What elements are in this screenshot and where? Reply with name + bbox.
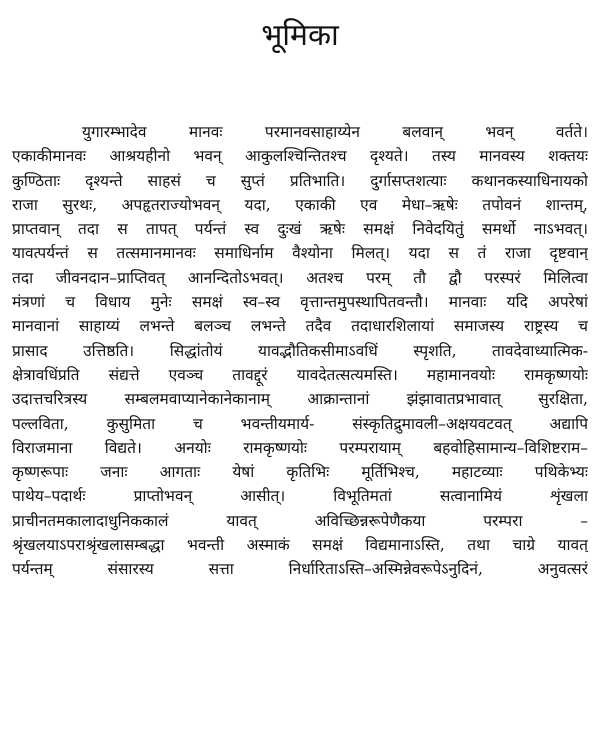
text-line: मानवानां साहाय्यं लभन्ते बलञ्च लभन्ते तदैव तदाधारशिलायां समाजस्य राष्ट्रस्य च [12,317,588,336]
text-line: कुण्ठिताः दृश्यन्ते साहसं च सुप्तं प्रतिभाति। दुर्गासप्तशत्याः कथानकस्याधिनायको [12,171,588,190]
text-line: पल्लविता, कुसुमिता च भवन्तीयमार्य- संस्कृतिद्रुमावली–अक्षयवटवत् अद्यापि [12,414,588,433]
text-line: विराजमाना विद्यते। अनयोः रामकृष्णयोः परम्परायाम् बहवोहिसामान्य–विशिष्टराम– [12,438,588,457]
text-line: क्षेत्रावधिंप्रति संद्यत्ते एवञ्च तावद्दूरं यावदेतत्सत्यमस्ति। महामानवयोः रामकृष्णयोः [12,365,588,384]
body-paragraph [12,120,588,582]
text-line: युगारम्भादेव मानवः परमानवसाहाय्येन बलवान् भवन् वर्तते। [82,123,588,141]
text-line: पाथेय–पदार्थः प्राप्तोभवन् आसीत्। विभूतिमतां सत्वानामियं शृंखला [12,487,588,506]
page-title: भूमिका [261,18,339,53]
text-line: श्रृंखलयाऽपराश्रृंखलासम्बद्धा भवन्ती अस्माकं समक्षं विद्यमानाऽस्ति, तथा चाग्रे यावत् [12,536,588,555]
text-line: प्राप्तवान् तदा स तापत् पर्यन्तं स्व दुःखं ऋषेः समक्षं निवेदयितुं समर्थो नाऽभवत्। [12,220,588,239]
text-line: प्राचीनतमकालादाधुनिककालं यावत् अविच्छिन्नरूपेणैकया परम्परा – [12,511,588,530]
text-line: कृष्णरूपाः जनाः आगताः येषां कृतिभिः मूर्तिभिश्च, महाटव्याः पथिकेभ्यः [12,463,588,482]
text-line: मंत्रणां च विधाय मुनेः समक्षं स्व–स्व वृत्तान्तमुपस्थापितवन्तौ। मानवाः यदि अपरेषां [12,293,588,312]
text-line: यावत्पर्यन्तं स तत्समानमानवः समाधिर्नाम वैश्योना मिलत्। यदा स तं राजा दृष्टवान् [12,244,588,263]
text-line: एकाकीमानवः आश्रयहीनो भवन् आकुलश्चिन्तितश्च दृश्यते। तस्य मानवस्य शक्तयः [12,147,588,166]
text-line: पर्यन्तम् संसारस्य सत्ता निर्धारिताऽस्ति–अस्मिन्नेवरूपेऽनुदिनं, अनुवत्सरं [12,560,588,579]
text-line: उदात्तचरित्रस्य सम्बलमवाप्यानेकानेकानाम् आक्रान्तानां झंझावातप्रभावात् सुरक्षिता, [12,390,588,409]
text-line: तदा जीवनदान–प्राप्तिवत् आनन्दितोऽभवत्। अतश्च परम् तौ द्वौ परस्परं मिलित्वा [12,268,588,287]
text-line: राजा सुरथः, अपहृतराज्योभवन् यदा, एकाकी एव मेधा–ऋषेः तपोवनं शान्तम्, [12,195,588,214]
text-line: प्रासाद उत्तिष्ठति। सिद्धांतोयं यावद्भौतिकसीमाऽवधिं स्पृशति, तावदेवाध्यात्मिक- [12,341,588,360]
